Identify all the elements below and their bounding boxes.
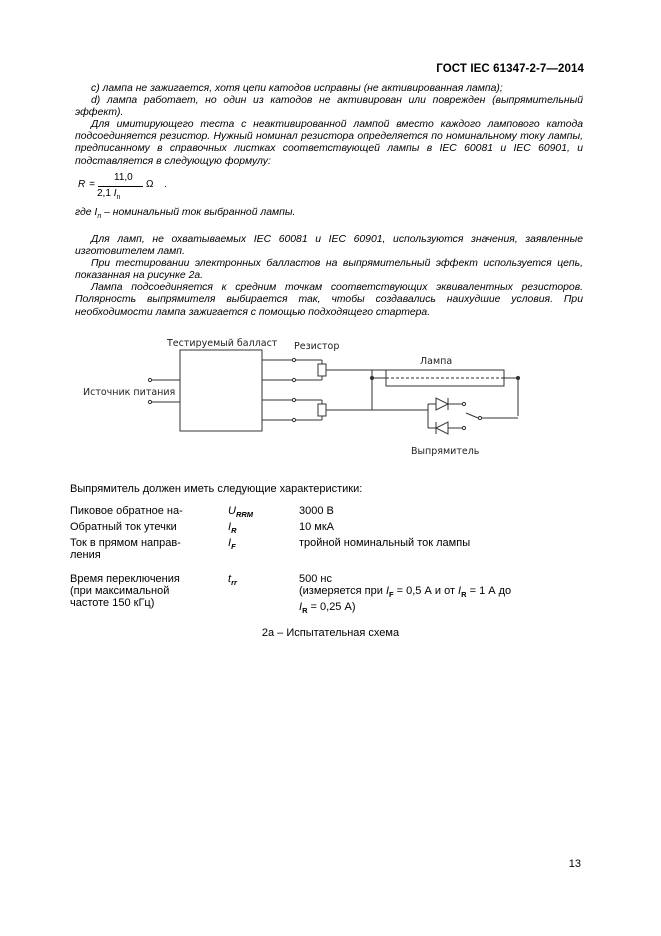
switch-time-value: 500 нс [299, 573, 332, 585]
ballast-label: Тестируемый балласт [167, 338, 278, 349]
where-rest: – номинальный ток выбранной лампы. [101, 207, 296, 218]
characteristics-title: Выпрямитель должен иметь следующие характеристики: [70, 483, 363, 495]
where-var: I [94, 207, 98, 218]
list-item-d: d) лампа работает, но один из катодов не активирован или поврежден (выпрямительный эффект). [75, 95, 583, 119]
symbol-letter: U [228, 505, 236, 517]
symbol-subscript: F [231, 542, 236, 552]
note-part: = 0,5 А и от [393, 585, 459, 597]
note-symbol: I [299, 601, 303, 614]
symbol-letter: I [228, 537, 232, 549]
note-symbol: I [385, 585, 389, 597]
lamp-label: Лампа [420, 356, 453, 367]
note-part: = 0,25 А) [307, 601, 356, 614]
row-name: Пиковое обратное на- [70, 505, 183, 517]
row-name: Время переключения (при максимальной частоте 150 кГц) [70, 573, 180, 609]
rectifier-label: Выпрямитель [411, 446, 480, 457]
row-symbol [228, 537, 236, 553]
row-symbol [228, 573, 237, 589]
switch-time-note [299, 585, 512, 616]
den-variable: I [113, 188, 117, 199]
row-symbol [228, 521, 236, 537]
note-subscript: R [461, 590, 467, 600]
note-part: = 1 А до [466, 585, 512, 597]
row-name: Обратный ток утечки [70, 521, 177, 533]
formula-unit: Ω [146, 179, 154, 190]
row-value: тройной номинальный ток лампы [299, 537, 471, 549]
other-lamps-paragraph: Для ламп, не охватываемых IEC 60081 и IEC 60901, используются значения, заявленные изготовителем ламп. [75, 234, 583, 258]
page-number: 13 [568, 858, 581, 870]
figure-caption: 2а – Испытательная схема [261, 627, 400, 639]
testing-paragraph: При тестировании электронных балластов на выпрямительный эффект используется цепь, показанная на рисунке 2а. [75, 258, 583, 282]
den-coefficient: 2,1 [97, 188, 111, 199]
formula-tail: . [164, 179, 167, 190]
row-symbol [228, 505, 253, 521]
formula-numerator: 11,0 [114, 172, 133, 183]
row-value [299, 573, 514, 617]
resistor-label: Резистор [294, 341, 340, 352]
diode-top [436, 398, 448, 410]
note-subscript: F [389, 590, 394, 600]
simulation-paragraph: Для имитирующего теста с неактивированной лампой вместо каждого лампового катода подсоединяется резистор. Нужный номинал резистора определяется по номинальному току лампы, предписанному в справочных листках соответствующей лампы в IEC 60081 и IEC 60901, и подставляется в следующую формулу: [75, 119, 583, 167]
den-subscript: n [116, 194, 121, 201]
where-prefix: где [75, 207, 95, 218]
ballast-box [180, 350, 262, 431]
symbol-letter: I [228, 521, 232, 533]
row-name: Ток в прямом направ-ления [70, 537, 181, 561]
diode-bottom [436, 422, 448, 434]
note-part: (измеряется при [299, 585, 386, 597]
formula-equals: = [89, 179, 95, 190]
row-value: 3000 В [299, 505, 334, 517]
connection-paragraph: Лампа подсоединяется к средним точкам соответствующих эквивалентных резисторов. Полярность выпрямителя выбирается так, чтобы создавались наихудшие условия. При необходимости лампа зажигается с помощью подходящего стартера. [75, 282, 583, 318]
note-subscript: R [302, 606, 308, 616]
formula-lhs: R [78, 179, 86, 190]
symbol-subscript: RRM [235, 510, 254, 520]
note-symbol: I [458, 585, 462, 597]
power-source-label: Источник питания [83, 387, 176, 398]
where-sub: n [97, 213, 102, 221]
symbol-subscript: R [231, 526, 237, 536]
standard-header: ГОСТ IEC 61347-2-7—2014 [436, 63, 584, 75]
symbol-letter: t [228, 573, 232, 585]
symbol-subscript: rr [231, 578, 237, 588]
list-item-c: c) лампа не зажигается, хотя цепи катодов исправны (не активированная лампа); [91, 83, 503, 94]
row-value: 10 мкА [299, 521, 335, 533]
